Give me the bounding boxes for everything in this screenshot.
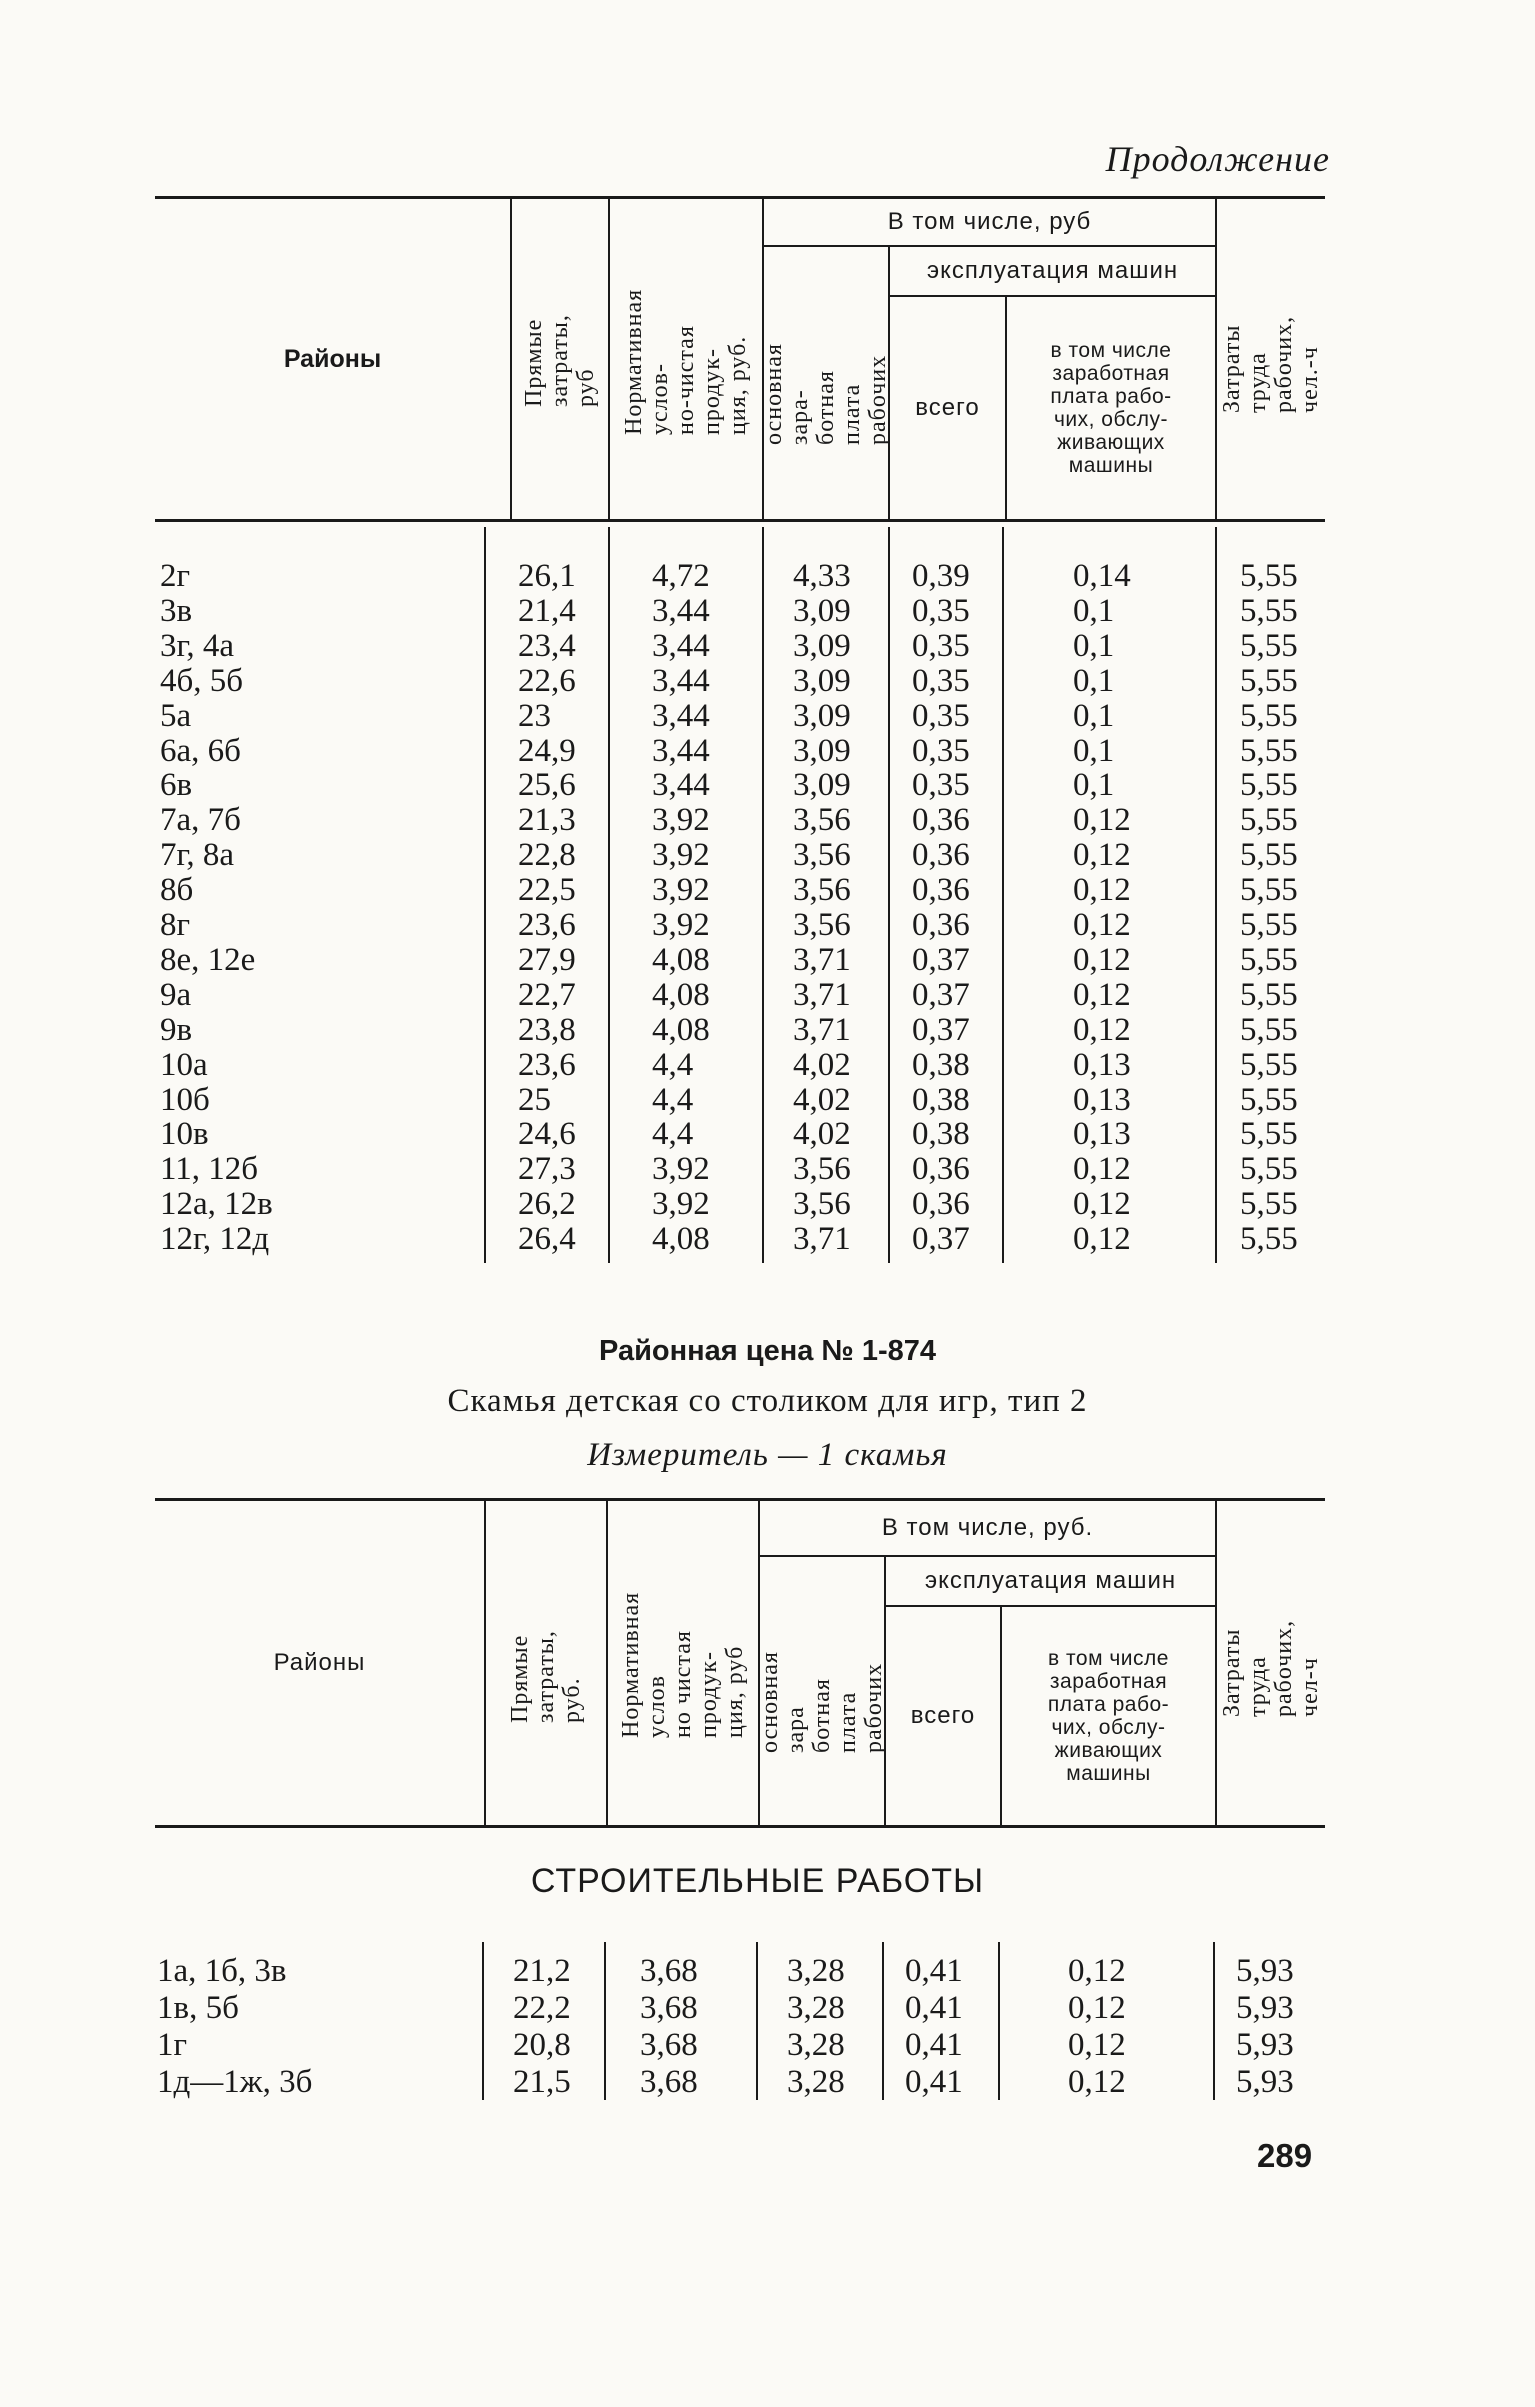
- cell-labor: 5,55: [1240, 1221, 1298, 1258]
- cell-region: 1г: [157, 2027, 188, 2063]
- cell-region: 1в, 5б: [157, 1990, 239, 2026]
- cell-machine-wages: 0,13: [1073, 1046, 1131, 1083]
- cell-normative: 3,68: [640, 2064, 698, 2100]
- cell-machine-wages: 0,13: [1073, 1081, 1131, 1118]
- cell-labor: 5,55: [1240, 697, 1298, 734]
- col-normative: Нормативная услов- но-чистая продук- ция, руб.: [621, 288, 751, 435]
- cell-normative: 3,68: [640, 1953, 698, 1989]
- cell-machines-total: 0,35: [912, 662, 970, 699]
- cell-machines-total: 0,41: [905, 1953, 963, 1989]
- divider: [155, 519, 1325, 522]
- cell-machine-wages: 0,1: [1073, 662, 1115, 699]
- cell-machines-total: 0,41: [905, 2027, 963, 2063]
- col-machine-wages: в том числе заработная плата рабо- чих, обслу- живающих машины: [1050, 339, 1172, 477]
- col-labor: Затраты труда рабочих, чел-ч: [1219, 1619, 1323, 1717]
- divider: [482, 1942, 484, 2100]
- cell-normative: 3,44: [652, 662, 710, 699]
- cell-machines-total: 0,37: [912, 976, 970, 1013]
- cell-wages: 3,56: [793, 1186, 851, 1223]
- cell-machines-total: 0,35: [912, 592, 970, 629]
- cell-region: 7а, 7б: [160, 802, 241, 839]
- cell-wages: 3,28: [787, 2027, 845, 2063]
- cell-region: 3г, 4а: [160, 627, 234, 664]
- cell-normative: 3,92: [652, 1186, 710, 1223]
- cell-region: 6а, 6б: [160, 732, 241, 769]
- cell-machines-total: 0,35: [912, 627, 970, 664]
- cell-region: 5а: [160, 697, 192, 734]
- col-wages: основная зара ботная плата рабочих: [757, 1651, 887, 1753]
- cell-wages: 4,33: [793, 558, 851, 594]
- divider: [998, 1942, 1000, 2100]
- col-machines: эксплуатация машин: [924, 1567, 1177, 1594]
- cell-labor: 5,55: [1240, 732, 1298, 769]
- divider: [1215, 527, 1217, 1263]
- divider: [608, 527, 610, 1263]
- cell-machines-total: 0,39: [912, 558, 970, 594]
- cell-machine-wages: 0,12: [1073, 837, 1131, 874]
- cell-normative: 3,68: [640, 2027, 698, 2063]
- cell-direct-costs: 22,8: [518, 837, 576, 874]
- divider: [756, 1942, 758, 2100]
- cell-machine-wages: 0,12: [1073, 872, 1131, 909]
- cell-wages: 3,09: [793, 697, 851, 734]
- cell-region: 6в: [160, 767, 193, 804]
- cell-machines-total: 0,37: [912, 1221, 970, 1258]
- cell-wages: 3,56: [793, 872, 851, 909]
- cell-labor: 5,55: [1240, 1011, 1298, 1048]
- cell-labor: 5,55: [1240, 872, 1298, 909]
- cell-labor: 5,55: [1240, 1151, 1298, 1188]
- cell-normative: 3,44: [652, 592, 710, 629]
- cell-machines-total: 0,36: [912, 907, 970, 943]
- cell-labor: 5,55: [1240, 1186, 1298, 1223]
- cell-labor: 5,55: [1240, 767, 1298, 804]
- price-number: Районная цена № 1-874: [599, 1335, 936, 1367]
- cell-machines-total: 0,36: [912, 802, 970, 839]
- cell-machines-total: 0,38: [912, 1116, 970, 1153]
- cell-machine-wages: 0,12: [1073, 802, 1131, 839]
- cell-machines-total: 0,36: [912, 837, 970, 874]
- cell-machine-wages: 0,12: [1068, 1953, 1126, 1989]
- cell-direct-costs: 22,7: [518, 976, 576, 1013]
- cell-region: 12а, 12в: [160, 1186, 273, 1223]
- cell-machines-total: 0,41: [905, 1990, 963, 2026]
- cell-direct-costs: 23,6: [518, 1046, 576, 1083]
- page-number: 289: [1257, 2137, 1313, 2174]
- section-title: СТРОИТЕЛЬНЫЕ РАБОТЫ: [530, 1862, 985, 1900]
- col-including: В том числе, руб.: [881, 1514, 1094, 1541]
- cell-labor: 5,55: [1240, 1046, 1298, 1083]
- divider: [882, 1942, 884, 2100]
- cell-region: 8е, 12е: [160, 941, 256, 978]
- cell-region: 4б, 5б: [160, 662, 244, 699]
- cell-machine-wages: 0,1: [1073, 767, 1115, 804]
- cell-normative: 4,08: [652, 941, 710, 978]
- divider: [1213, 1942, 1215, 2100]
- cell-machines-total: 0,36: [912, 1151, 970, 1188]
- col-including: В том числе, руб: [887, 208, 1092, 235]
- cell-machine-wages: 0,13: [1073, 1116, 1131, 1153]
- price-item-name: Скамья детская со столиком для игр, тип 2: [447, 1383, 1088, 1419]
- cell-wages: 3,56: [793, 837, 851, 874]
- col-wages: основная зара- ботная плата рабочих: [761, 343, 891, 445]
- cell-normative: 4,4: [652, 1046, 694, 1083]
- cell-region: 1а, 1б, 3в: [157, 1953, 287, 1989]
- cell-machines-total: 0,41: [905, 2064, 963, 2100]
- cell-machine-wages: 0,12: [1073, 1151, 1131, 1188]
- cell-region: 7г, 8а: [160, 837, 234, 874]
- divider: [888, 527, 890, 1263]
- cell-direct-costs: 25: [518, 1081, 551, 1118]
- col-machines-total: всего: [915, 394, 980, 421]
- cell-direct-costs: 23: [518, 697, 551, 734]
- cell-region: 11, 12б: [160, 1151, 259, 1188]
- cell-machine-wages: 0,14: [1073, 558, 1131, 594]
- cell-normative: 3,92: [652, 802, 710, 839]
- cell-labor: 5,55: [1240, 837, 1298, 874]
- cell-machines-total: 0,35: [912, 732, 970, 769]
- cell-wages: 3,56: [793, 802, 851, 839]
- cell-wages: 4,02: [793, 1116, 851, 1153]
- cell-wages: 3,09: [793, 627, 851, 664]
- cell-normative: 4,08: [652, 976, 710, 1013]
- cell-normative: 3,44: [652, 732, 710, 769]
- cell-direct-costs: 21,5: [513, 2064, 571, 2100]
- cell-wages: 4,02: [793, 1081, 851, 1118]
- cell-normative: 3,44: [652, 767, 710, 804]
- col-direct-costs: Прямые затраты, руб: [521, 314, 599, 407]
- cell-direct-costs: 22,2: [513, 1990, 571, 2026]
- cell-labor: 5,93: [1236, 2064, 1294, 2100]
- cell-machines-total: 0,36: [912, 1186, 970, 1223]
- cell-machine-wages: 0,1: [1073, 732, 1115, 769]
- cell-wages: 3,71: [793, 1221, 851, 1258]
- col-labor: Затраты труда рабочих, чел.-ч: [1219, 315, 1323, 413]
- cell-wages: 4,02: [793, 1046, 851, 1083]
- cell-direct-costs: 26,1: [518, 558, 576, 594]
- cell-direct-costs: 26,2: [518, 1186, 576, 1223]
- divider: [155, 1825, 1325, 1828]
- cell-machine-wages: 0,12: [1073, 941, 1131, 978]
- cell-wages: 3,71: [793, 976, 851, 1013]
- cell-normative: 4,4: [652, 1116, 694, 1153]
- cell-normative: 3,92: [652, 907, 710, 943]
- cell-machines-total: 0,37: [912, 1011, 970, 1048]
- cell-normative: 4,4: [652, 1081, 694, 1118]
- cell-direct-costs: 25,6: [518, 767, 576, 804]
- cell-machine-wages: 0,12: [1073, 907, 1131, 943]
- cell-wages: 3,09: [793, 662, 851, 699]
- cell-direct-costs: 22,5: [518, 872, 576, 909]
- cell-machine-wages: 0,12: [1068, 2064, 1126, 2100]
- cell-region: 2г: [160, 558, 191, 594]
- cell-region: 10в: [160, 1116, 209, 1153]
- cell-machine-wages: 0,1: [1073, 592, 1115, 629]
- cell-labor: 5,93: [1236, 1953, 1294, 1989]
- divider: [484, 527, 486, 1263]
- cell-normative: 3,68: [640, 1990, 698, 2026]
- cell-labor: 5,93: [1236, 2027, 1294, 2063]
- continuation-label: Продолжение: [1105, 139, 1330, 179]
- cell-labor: 5,55: [1240, 1116, 1298, 1153]
- cell-normative: 3,92: [652, 1151, 710, 1188]
- cell-wages: 3,71: [793, 1011, 851, 1048]
- cell-region: 3в: [160, 592, 193, 629]
- cell-wages: 3,56: [793, 907, 851, 943]
- cell-wages: 3,56: [793, 1151, 851, 1188]
- cell-direct-costs: 20,8: [513, 2027, 571, 2063]
- cell-region: 10б: [160, 1081, 210, 1118]
- cell-labor: 5,55: [1240, 907, 1298, 943]
- cell-region: 9а: [160, 976, 192, 1013]
- cell-machine-wages: 0,12: [1068, 2027, 1126, 2063]
- cell-direct-costs: 27,9: [518, 941, 576, 978]
- cell-labor: 5,55: [1240, 941, 1298, 978]
- col-regions: Районы: [273, 1649, 366, 1676]
- cell-labor: 5,55: [1240, 592, 1298, 629]
- cell-labor: 5,55: [1240, 1081, 1298, 1118]
- cell-region: 8г: [160, 907, 191, 943]
- cell-machines-total: 0,37: [912, 941, 970, 978]
- cell-direct-costs: 24,9: [518, 732, 576, 769]
- cell-machines-total: 0,35: [912, 697, 970, 734]
- cell-normative: 3,44: [652, 697, 710, 734]
- cell-machine-wages: 0,1: [1073, 697, 1115, 734]
- cell-region: 12г, 12д: [160, 1221, 270, 1258]
- cell-machines-total: 0,38: [912, 1081, 970, 1118]
- col-machines: эксплуатация машин: [926, 257, 1179, 284]
- divider: [604, 1942, 606, 2100]
- cell-direct-costs: 23,6: [518, 907, 576, 943]
- cell-machine-wages: 0,1: [1073, 627, 1115, 664]
- cell-normative: 4,08: [652, 1221, 710, 1258]
- cell-wages: 3,28: [787, 2064, 845, 2100]
- price-unit: Измеритель — 1 скамья: [587, 1437, 948, 1473]
- cell-machine-wages: 0,12: [1073, 1011, 1131, 1048]
- cell-direct-costs: 21,2: [513, 1953, 571, 1989]
- cell-labor: 5,55: [1240, 976, 1298, 1013]
- cell-region: 9в: [160, 1011, 193, 1048]
- cell-wages: 3,28: [787, 1953, 845, 1989]
- cell-labor: 5,93: [1236, 1990, 1294, 2026]
- cell-labor: 5,55: [1240, 802, 1298, 839]
- cell-machine-wages: 0,12: [1073, 976, 1131, 1013]
- col-normative: Нормативная услов но чистая продук- ция, руб: [618, 1591, 748, 1738]
- cell-labor: 5,55: [1240, 627, 1298, 664]
- col-machine-wages: в том числе заработная плата рабо- чих, обслу- живающих машины: [1047, 1647, 1170, 1785]
- cell-region: 10а: [160, 1046, 208, 1083]
- cell-machines-total: 0,36: [912, 872, 970, 909]
- cell-machine-wages: 0,12: [1073, 1186, 1131, 1223]
- cell-labor: 5,55: [1240, 662, 1298, 699]
- cell-wages: 3,09: [793, 592, 851, 629]
- cell-machines-total: 0,38: [912, 1046, 970, 1083]
- cell-wages: 3,09: [793, 732, 851, 769]
- cell-direct-costs: 21,4: [518, 592, 576, 629]
- cell-normative: 3,92: [652, 872, 710, 909]
- divider: [762, 527, 764, 1263]
- cell-wages: 3,09: [793, 767, 851, 804]
- cell-region: 1д—1ж, 3б: [157, 2064, 313, 2100]
- cell-normative: 4,08: [652, 1011, 710, 1048]
- cell-machine-wages: 0,12: [1073, 1221, 1131, 1258]
- cell-direct-costs: 27,3: [518, 1151, 576, 1188]
- cell-normative: 4,72: [652, 558, 710, 594]
- cell-machines-total: 0,35: [912, 767, 970, 804]
- cell-machine-wages: 0,12: [1068, 1990, 1126, 2026]
- cell-wages: 3,28: [787, 1990, 845, 2026]
- cell-wages: 3,71: [793, 941, 851, 978]
- cell-labor: 5,55: [1240, 558, 1298, 594]
- cell-direct-costs: 22,6: [518, 662, 576, 699]
- cell-normative: 3,92: [652, 837, 710, 874]
- cell-region: 8б: [160, 872, 194, 909]
- col-machines-total: всего: [910, 1702, 976, 1729]
- cell-direct-costs: 23,8: [518, 1011, 576, 1048]
- cell-direct-costs: 26,4: [518, 1221, 576, 1258]
- divider: [1002, 527, 1004, 1263]
- cell-direct-costs: 24,6: [518, 1116, 576, 1153]
- cell-direct-costs: 21,3: [518, 802, 576, 839]
- col-regions: Районы: [283, 344, 382, 373]
- cell-normative: 3,44: [652, 627, 710, 664]
- col-direct-costs: Прямые затраты, руб.: [507, 1630, 585, 1723]
- cell-direct-costs: 23,4: [518, 627, 576, 664]
